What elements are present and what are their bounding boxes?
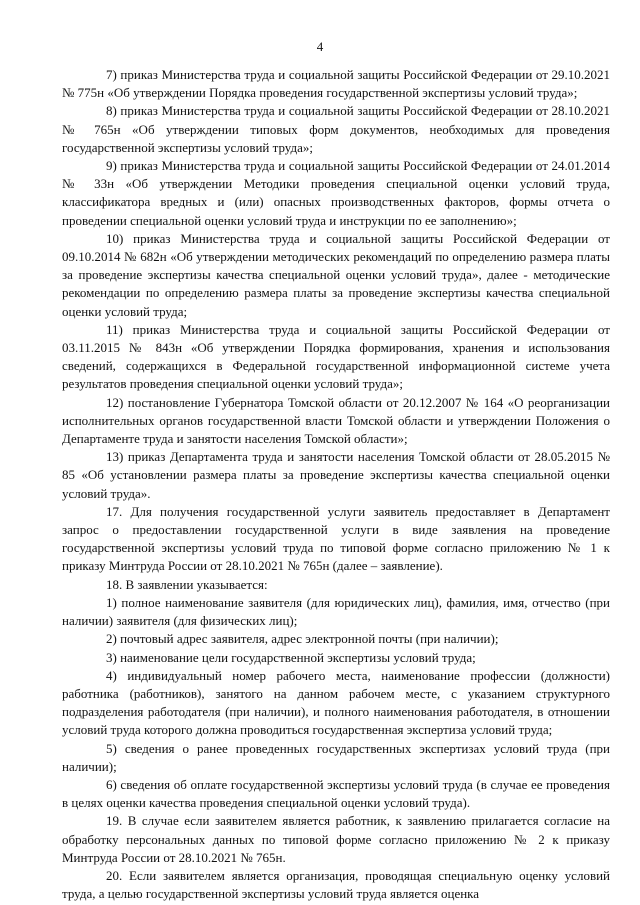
paragraph-item-7: 7) приказ Министерства труда и социальной защиты Российской Федерации от 29.10.2021 № 775н «Об утверждении Порядка проведения государственной экспертизы условий труда»;	[62, 67, 610, 101]
paragraph-subitem-6: 6) сведения об оплате государственной экспертизы условий труда (в случае ее проведения в целях оценки качества проведения специальной оценки условий труда).	[62, 776, 610, 811]
paragraph-clause-17: 17. Для получения государственной услуги заявитель предоставляет в Департамент запрос о предоставлении государственной услуги в виде заявления на проведение государственной экспертизы условий труда по типовой форме согласно приложению № 1 к приказу Минтруда России от 28.10.2021 № 765н (далее – заявление).	[62, 503, 610, 574]
paragraph-item-13: 13) приказ Департамента труда и занятости населения Томской области от 28.05.2015 № 85 «Об установлении размера платы за проведение экспертизы качества специальной оценки условий труда».	[62, 449, 610, 501]
paragraph-subitem-4: 4) индивидуальный номер рабочего места, наименование профессии (должности) работника (работников), занятого на данном рабочем месте, с указанием структурного подразделения работодателя (при наличии), и полного наименования работодателя, в отношении условий труда которого должна проводиться государственная экспертиза условий труда;	[62, 667, 610, 738]
paragraph-item-10: 10) приказ Министерства труда и социальной защиты Российской Федерации от 09.10.2014 № 682н «Об утверждении методических рекомендаций по определению размера платы за проведение экспертизы качества специальной оценки условий труда», далее - методические рекомендации по определению размера платы за проведение экспертизы качества специальной оценки условий труда;	[62, 230, 610, 319]
paragraph-item-9: 9) приказ Министерства труда и социальной защиты Российской Федерации от 24.01.2014 № 33н «Об утверждении Методики проведения специальной оценки условий труда, классификатора вредных и (или) опасных производственных факторов, формы отчета о проведении специальной оценки условий труда и инструкции по ее заполнению»;	[62, 158, 610, 228]
paragraph-clause-19: 19. В случае если заявителем является работник, к заявлению прилагается согласие на обработку персональных данных по типовой форме согласно приложению № 2 к приказу Минтруда России от 28.10.2021 № 765н.	[62, 813, 610, 865]
paragraph-item-12: 12) постановление Губернатора Томской области от 20.12.2007 № 164 «О реорганизации исполнительных органов государственной власти Томской области и утверждении Положения о Департаменте труда и занятости населения Томской области»;	[62, 394, 610, 447]
page-number: 4	[316, 39, 324, 54]
paragraph-subitem-2: 2) почтовый адрес заявителя, адрес электронной почты (при наличии);	[106, 631, 499, 647]
paragraph-item-8: 8) приказ Министерства труда и социальной защиты Российской Федерации от 28.10.2021 № 765н «Об утверждении типовых форм документов, необходимых для проведения государственной экспертизы условий труда»;	[62, 103, 610, 155]
paragraph-subitem-5: 5) сведения о ранее проведенных государственных экспертизах условий труда (при наличии);	[62, 740, 610, 774]
paragraph-clause-20: 20. Если заявителем является организация, проводящая специальную оценку условий труда, а целью государственной экспертизы условий труда является оценка	[62, 867, 610, 902]
paragraph-subitem-3: 3) наименование цели государственной экспертизы условий труда;	[106, 649, 476, 665]
paragraph-item-11: 11) приказ Министерства труда и социальной защиты Российской Федерации от 03.11.2015 № 843н «Об утверждении Порядка формирования, хранения и использования сведений, содержащихся в Федеральной государственной информационной системе учета результатов проведения специальной оценки условий труда»;	[62, 321, 610, 392]
paragraph-subitem-1: 1) полное наименование заявителя (для юридических лиц), фамилия, имя, отчество (при наличии) заявителя (для физических лиц);	[62, 594, 610, 629]
paragraph-clause-18: 18. В заявлении указывается:	[106, 576, 268, 592]
document-body	[62, 66, 610, 903]
